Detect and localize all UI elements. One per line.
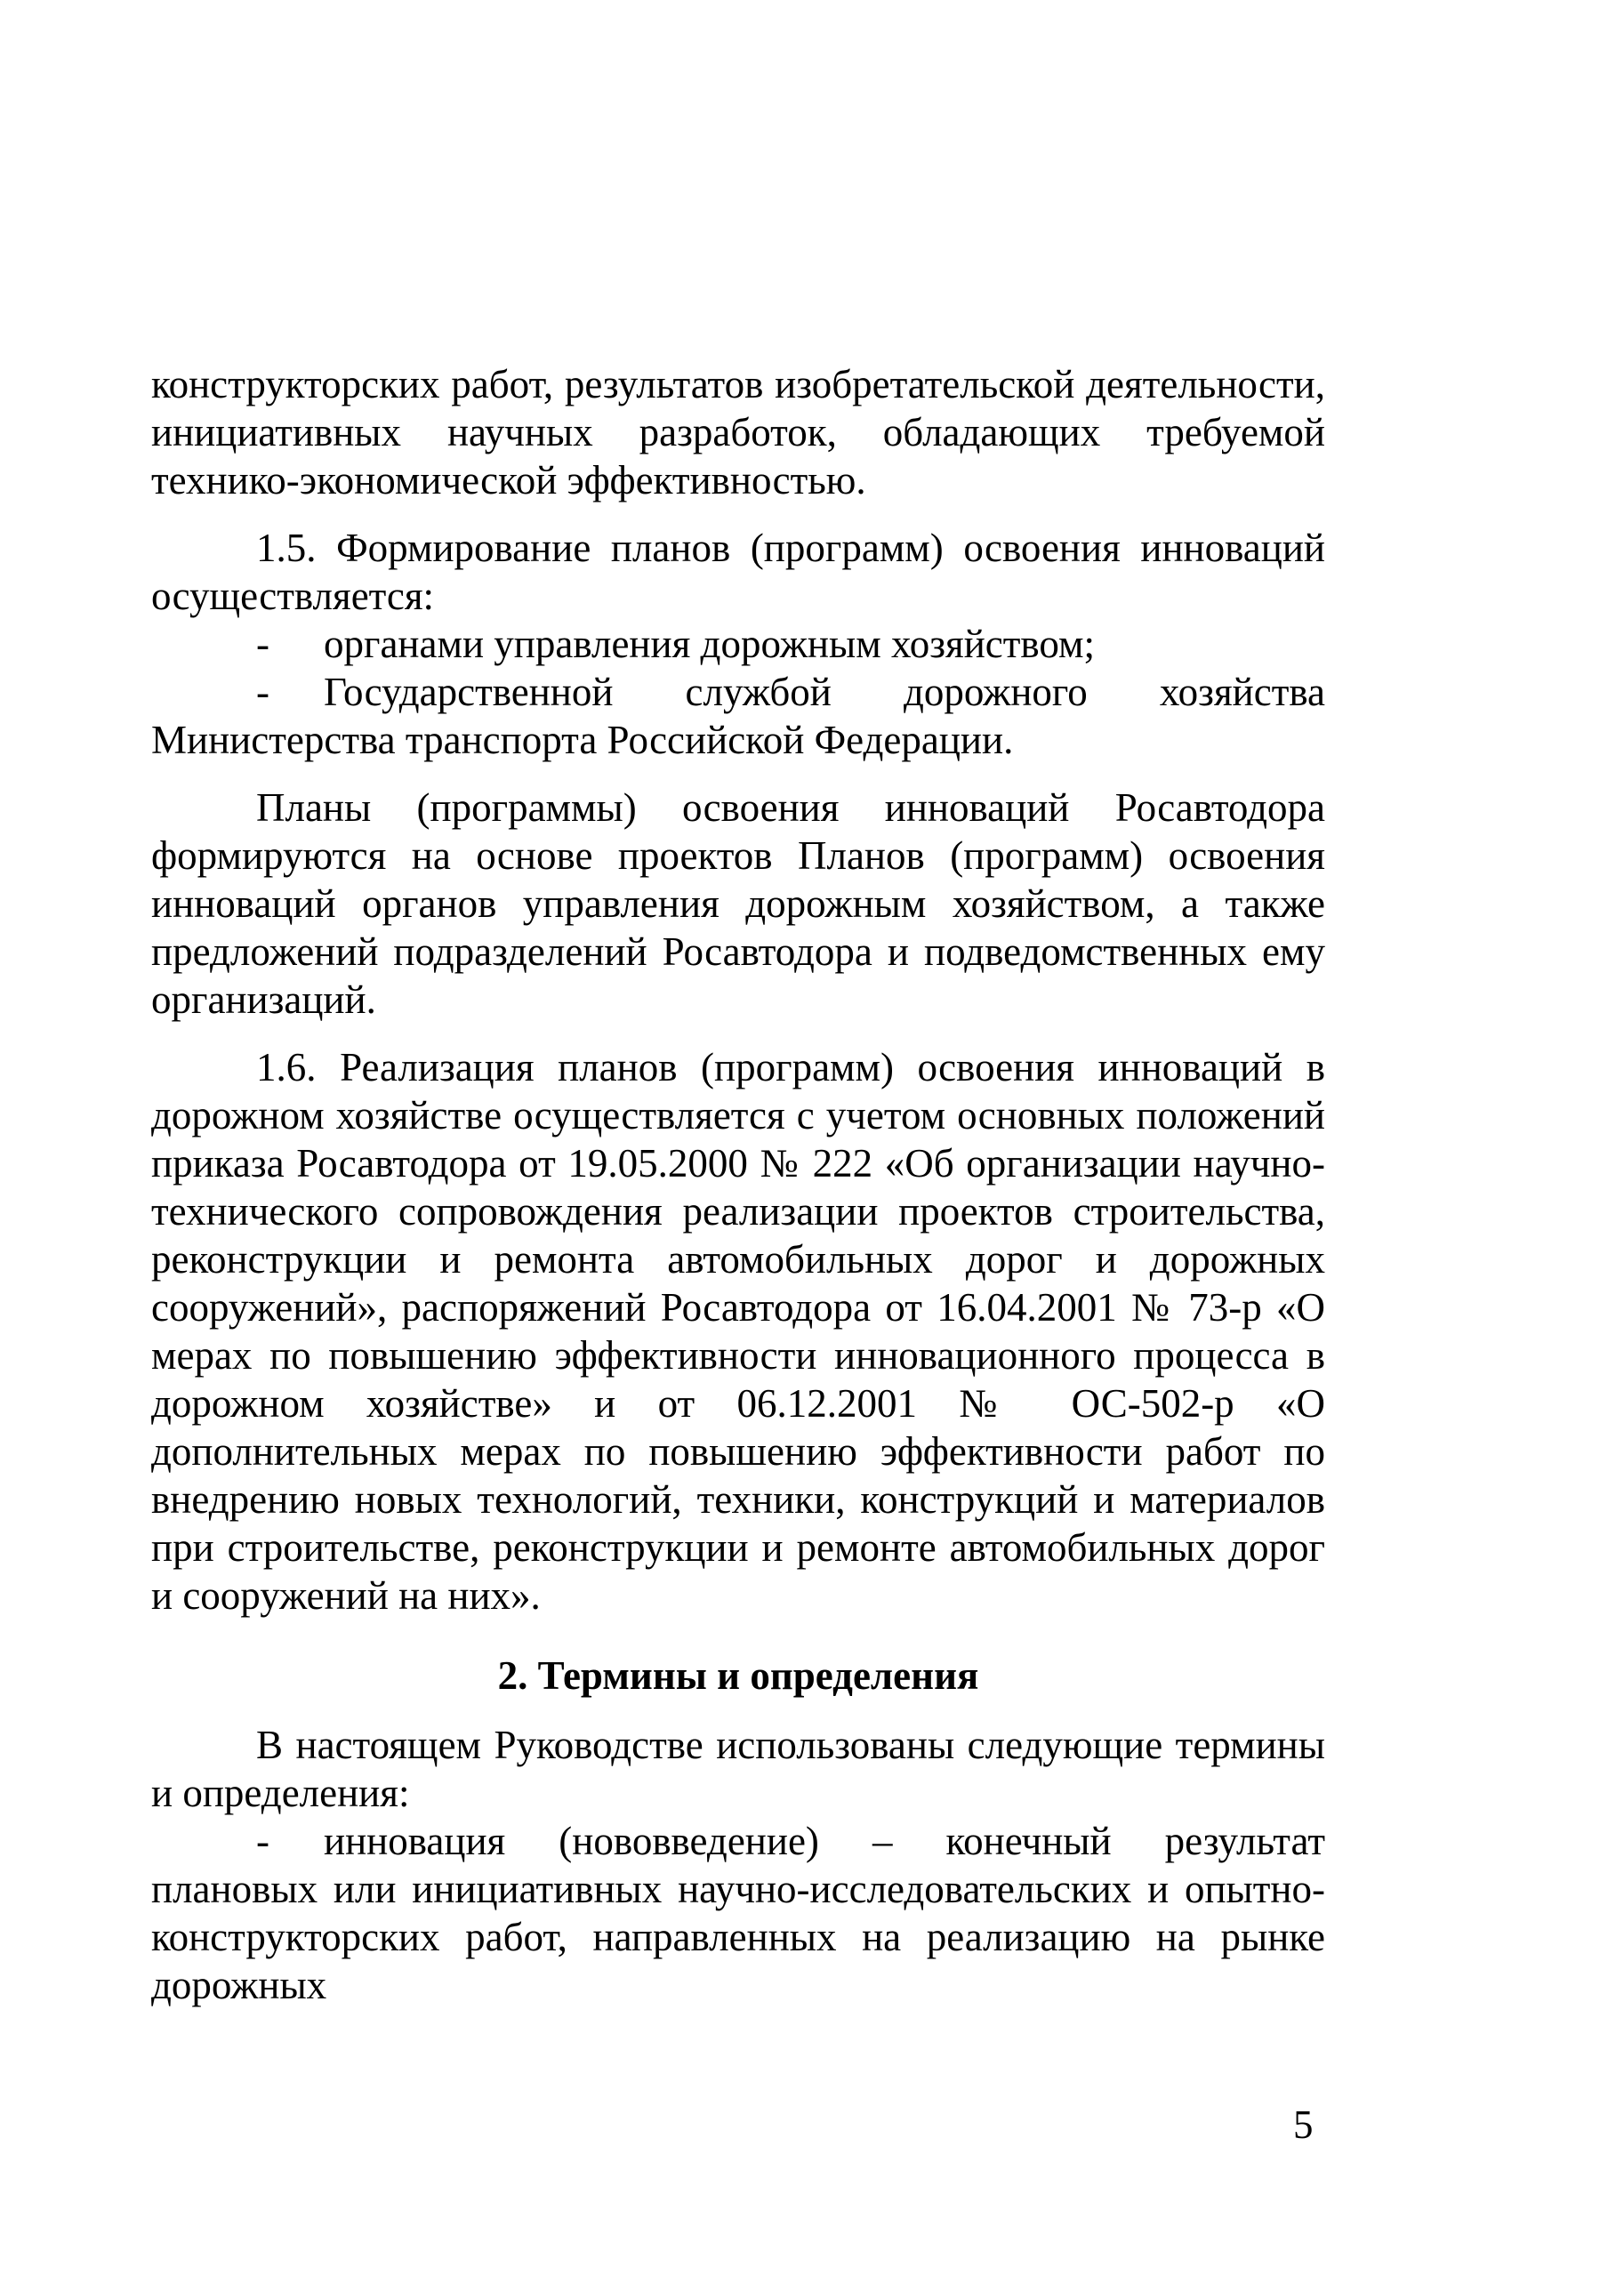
list-item: [151, 1817, 1325, 2009]
paragraph-continuation: конструкторских работ, результатов изобретательской деятельности, инициативных научных разработок, обладающих требуемой технико-экономической эффективностью.: [151, 362, 1325, 502]
page-number: 5: [1293, 2102, 1314, 2147]
document-page: [151, 360, 1325, 2009]
paragraph-1-6: 1.6. Реализация планов (программ) освоения инноваций в дорожном хозяйстве осуществляется с учетом основных положений приказа Росавтодора от 19.05.2000 № 222 «Об организации научно-технического сопровождения реализации проектов строительства, реконструкции и ремонта автомобильных дорог и дорожных сооружений», распоряжений Росавтодора от 16.04.2001 № 73-р «О мерах по повышению эффективности инновационного процесса в дорожном хозяйстве» и от 06.12.2001 № ОС-502-р «О дополнительных мерах по повышению эффективности работ по внедрению новых технологий, техники, конструкций и материалов при строительстве, реконструкции и ремонте автомобильных дорог и сооружений на них».: [151, 1045, 1325, 1618]
list-item: [151, 668, 1325, 764]
dash-bullet: -: [256, 670, 269, 714]
paragraph-plans: Планы (программы) освоения инноваций Росавтодора формируются на основе проектов Планов (программ) освоения инноваций органов управления дорожным хозяйством, а также предложений подразделений Росавтодора и подведомственных ему организаций.: [151, 785, 1325, 1022]
list-item: [151, 620, 1325, 668]
paragraph-terms-intro: В настоящем Руководстве использованы следующие термины и определения:: [151, 1723, 1325, 1815]
paragraph-1-5: 1.5. Формирование планов (программ) освоения инноваций осуществляется:: [151, 526, 1325, 618]
dash-bullet: -: [256, 622, 269, 666]
dash-bullet: -: [256, 1819, 269, 1863]
list-item-text: инновация (нововведение) – конечный результат плановых или инициативных научно-исследовательских и опытно-конструкторских работ, направленных на реализацию на рынке дорожных: [151, 1819, 1325, 2007]
list-item-text: Государственной службой дорожного хозяйства Министерства транспорта Российской Федерации.: [151, 670, 1325, 762]
section-heading: 2. Термины и определения: [497, 1653, 979, 1698]
list-item-text: органами управления дорожным хозяйством;: [324, 622, 1095, 666]
